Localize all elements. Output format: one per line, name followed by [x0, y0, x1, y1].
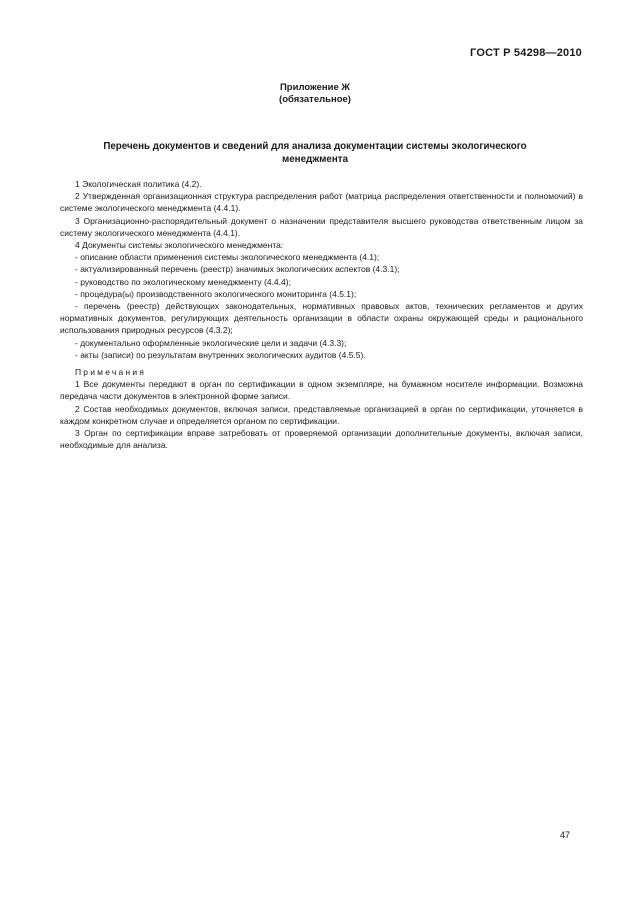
list-item: - акты (записи) по результатам внутренних экологических аудитов (4.5.5). [75, 349, 366, 360]
section-title: Перечень документов и сведений для анализа документации системы экологического менеджмента [103, 141, 527, 165]
list-item: 3 Организационно-распорядительный документ о назначении представителя высшего руководства ответственным лицом за систему экологического менеджмента (4.4.1). [60, 215, 583, 238]
annex-status: (обязательное) [279, 94, 351, 105]
list-item: 1 Экологическая политика (4.2). [75, 179, 202, 189]
note-item: 3 Орган по сертификации вправе затребовать от проверяемой организации дополнительные документы, включая записи, необходимые для анализа. [60, 428, 583, 451]
list-item: - процедура(ы) производственного экологического мониторинга (4.5.1); [75, 288, 357, 299]
document-header: ГОСТ Р 54298—2010 [470, 47, 582, 59]
list-item: 2 Утвержденная организационная структура распределения работ (матрица распределения ответственности и полномочий) в системе экологического менеджмента (4.4.1). [60, 191, 583, 214]
note-item: 2 Состав необходимых документов, включая записи, представляемые организацией в орган по сертификации, уточняется в каждом конкретном случае и определяется органом по сертификации. [60, 403, 583, 426]
notes-title: Примечания [75, 367, 147, 377]
note-item: 1 Все документы передают в орган по сертификации в одном экземпляре, на бумажном носителе информации. Возможна передача части документов в электронной форме записи. [60, 379, 583, 402]
annex-title: Приложение Ж [279, 82, 351, 93]
annex-heading [0, 82, 630, 106]
notes-section [60, 366, 583, 451]
list-item: - перечень (реестр) действующих законодательных, нормативных правовых актов, технических регламентов и других нормативных документов, регулирующих деятельность организации в области охраны окружающей среды и рационального использования природных ресурсов (4.3.2); [60, 301, 583, 336]
list-item: 4 Документы системы экологического менеджмента: [75, 240, 284, 251]
list-item: - документально оформленные экологические цели и задачи (4.3.3); [75, 337, 347, 348]
list-item: - описание области применения системы экологического менеджмента (4.1); [75, 252, 380, 263]
document-list [60, 178, 583, 361]
list-item: - актуализированный перечень (реестр) значимых экологических аспектов (4.3.1); [75, 264, 400, 275]
page-number: 47 [559, 830, 570, 840]
list-item: - руководство по экологическому менеджменту (4.4.4); [75, 276, 291, 287]
